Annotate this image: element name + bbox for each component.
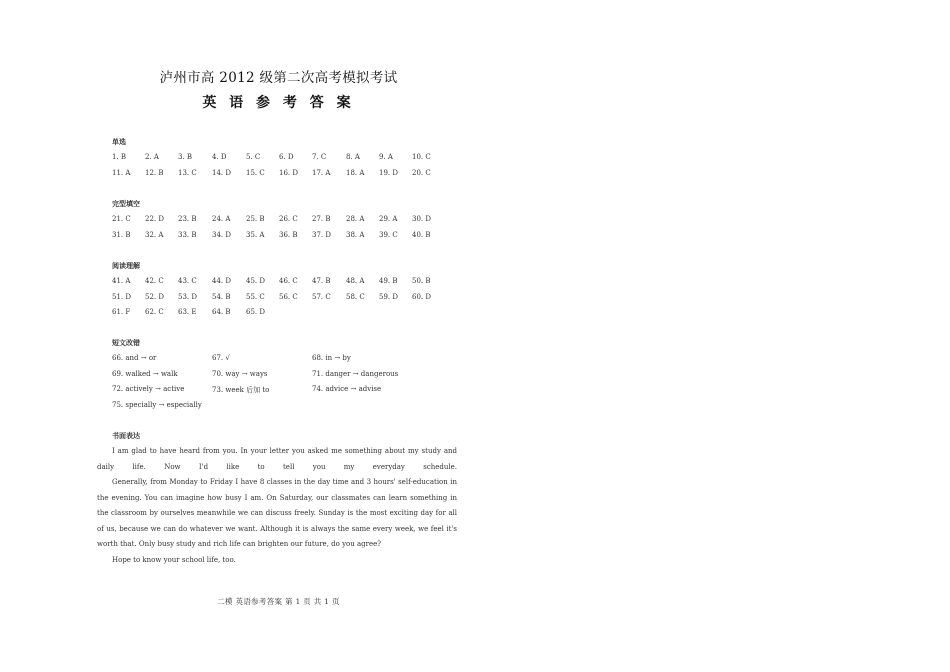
answer-item: 30. D	[412, 215, 431, 223]
writing-essay	[97, 444, 457, 568]
answer-item: 70. way → ways	[212, 369, 268, 378]
answer-item: 44. D	[212, 277, 231, 285]
answer-item: 43. C	[178, 277, 197, 285]
answer-item: 25. B	[246, 215, 265, 223]
answer-item: 16. D	[279, 168, 298, 177]
answer-item: 14. D	[212, 168, 231, 177]
answer-item: 6. D	[279, 153, 294, 161]
answer-item: 37. D	[312, 230, 331, 239]
answer-item: 26. C	[279, 215, 298, 223]
answer-item: 39. C	[379, 230, 398, 239]
answer-item: 52. D	[145, 292, 164, 301]
answer-item: 4. D	[212, 153, 227, 161]
answer-item: 65. D	[246, 308, 265, 316]
answer-item: 69. walked → walk	[112, 369, 178, 378]
answer-item: 33. B	[178, 230, 197, 239]
answer-item: 56. C	[279, 292, 298, 301]
answer-item: 11. A	[112, 168, 131, 177]
answer-item: 32. A	[145, 230, 164, 239]
answer-item: 31. B	[112, 230, 131, 239]
answer-item: 18. A	[346, 168, 365, 177]
answer-item: 13. C	[178, 168, 197, 177]
answer-item: 29. A	[379, 215, 398, 223]
answer-item: 42. C	[145, 277, 164, 285]
answer-item: 12. B	[145, 168, 164, 177]
answer-item: 58. C	[346, 292, 365, 301]
answer-item: 10. C	[412, 153, 431, 161]
answer-item: 46. C	[279, 277, 298, 285]
answer-item: 50. B	[412, 277, 431, 285]
answer-item: 24. A	[212, 215, 231, 223]
essay-paragraph: Generally, from Monday to Friday I have 8 classes in the day time and 3 hours' self-education in the evening. You can imagine how busy I am. On Saturday, our classmates can learn something in the classroom by ourselves meanwhile we can discuss freely. Sunday is the most exciting day for all of us, because we can do whatever we want. Although it is always the same every week, we feel it's worth that. Only busy study and rich life can brighten our future, do you agree?	[97, 478, 457, 548]
answer-item: 41. A	[112, 277, 131, 285]
answer-item: 27. B	[312, 215, 331, 223]
answer-item: 35. A	[246, 230, 265, 239]
answer-item: 66. and → or	[112, 354, 157, 362]
answer-item: 48. A	[346, 277, 365, 285]
answer-item: 61. F	[112, 308, 131, 316]
answer-item: 51. D	[112, 292, 131, 301]
answer-item: 71. danger → dangerous	[312, 369, 399, 378]
answer-item: 3. B	[178, 153, 193, 161]
answer-item: 57. C	[312, 292, 331, 301]
answer-item: 1. B	[112, 153, 127, 161]
answer-item: 53. D	[178, 292, 197, 301]
answer-item: 60. D	[412, 292, 431, 301]
answer-item: 45. D	[246, 277, 265, 285]
answer-item: 5. C	[246, 153, 261, 161]
answer-item: 22. D	[145, 215, 164, 223]
answer-item: 2. A	[145, 153, 159, 161]
answer-item: 21. C	[112, 215, 131, 223]
answer-item: 15. C	[246, 168, 265, 177]
answer-item: 72. actively → active	[112, 385, 185, 393]
answer-item: 17. A	[312, 168, 331, 177]
answer-item: 38. A	[346, 230, 365, 239]
answer-item: 68. in → by	[312, 354, 351, 362]
answer-item: 34. D	[212, 230, 231, 239]
essay-paragraph: I am glad to have heard from you. In your letter you asked me something about my study and daily life. Now I'd like to tell you my everyday schedule.	[97, 447, 457, 471]
answer-item: 40. B	[412, 230, 431, 239]
answer-item: 49. B	[379, 277, 398, 285]
answer-item: 20. C	[412, 168, 431, 177]
answer-item: 55. C	[246, 292, 265, 301]
section-label-correction: 短文改错	[112, 339, 140, 347]
section-label-single-choice: 单选	[112, 138, 126, 146]
answer-item: 73. week 后加 to	[212, 386, 270, 394]
answer-item: 7. C	[312, 153, 327, 161]
answer-item: 62. C	[145, 308, 164, 316]
answer-item: 8. A	[346, 153, 360, 161]
answer-item: 64. B	[212, 308, 231, 316]
answer-item: 67. √	[212, 354, 230, 362]
answer-item: 9. A	[379, 153, 393, 161]
answer-item: 36. B	[279, 230, 298, 239]
essay-paragraph: Hope to know your school life, too.	[112, 555, 236, 564]
answer-item: 19. D	[379, 168, 398, 177]
exam-title: 泸州市高 2012 级第二次高考模拟考试	[159, 70, 398, 86]
page-footer: 二模 英语参考答案 第 1 页 共 1 页	[217, 597, 340, 606]
answer-key-title: 英 语 参 考 答 案	[202, 95, 355, 111]
answer-item: 28. A	[346, 215, 365, 223]
answer-item: 74. advice → advise	[312, 385, 382, 393]
answer-item: 23. B	[178, 215, 197, 223]
answer-item: 47. B	[312, 277, 331, 285]
section-label-writing: 书面表达	[112, 432, 140, 440]
section-label-cloze: 完型填空	[112, 200, 140, 208]
section-label-reading: 阅读理解	[112, 262, 140, 270]
answer-item: 59. D	[379, 292, 398, 301]
answer-item: 63. E	[178, 308, 197, 316]
answer-item: 54. B	[212, 292, 231, 301]
answer-item: 75. specially → especially	[112, 400, 202, 409]
